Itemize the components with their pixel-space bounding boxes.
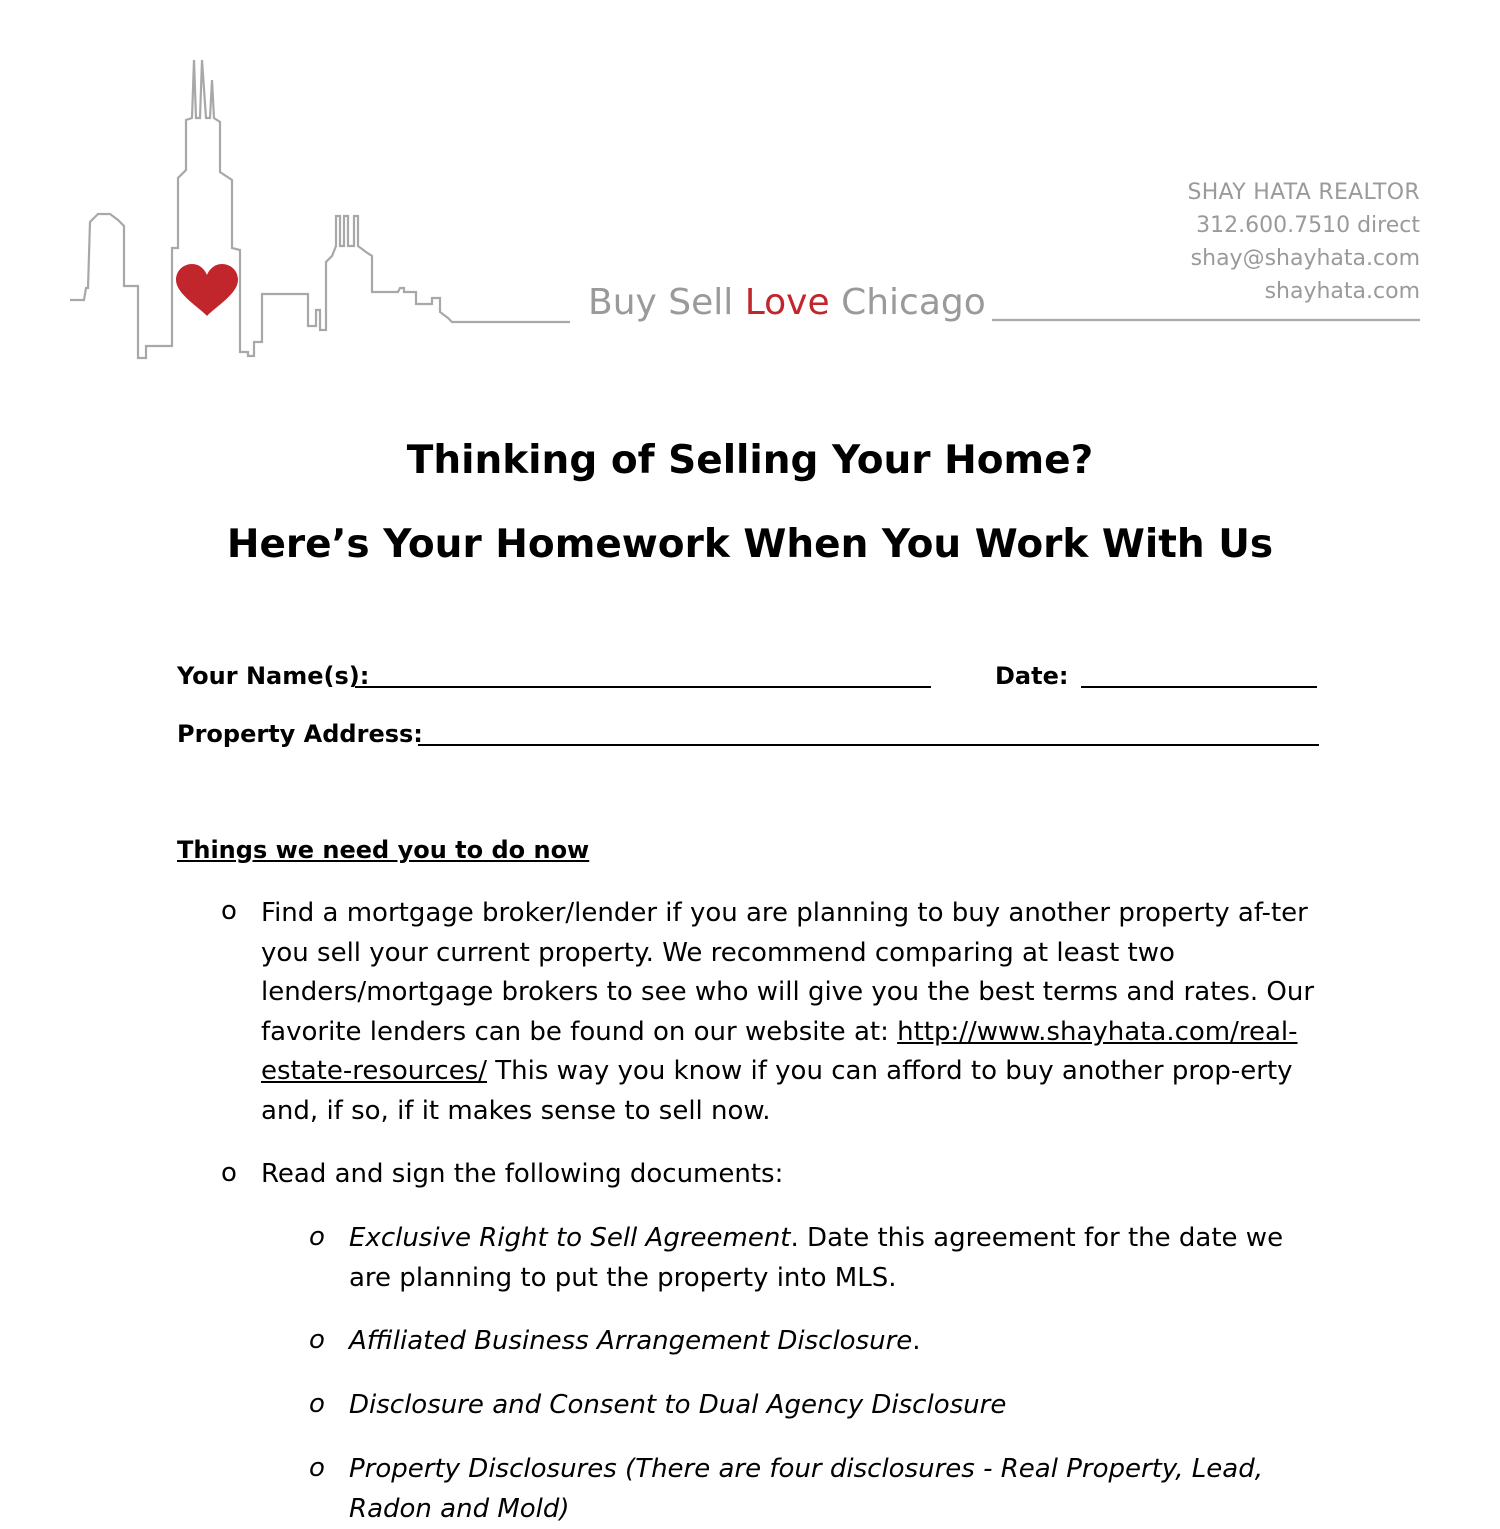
contact-name: SHAY HATA REALTOR bbox=[1187, 180, 1420, 205]
bullet: o bbox=[221, 896, 237, 926]
item-text-before-link: Find a mortgage broker/lender if you are planning to buy another property af-ter you sell your current property. We recommend comparing at least two lenders/mortgage brokers to see who will give you the best terms and rates. Our favorite lenders can be found on our website at: bbox=[261, 898, 1315, 1047]
tagline-love: Love bbox=[744, 282, 830, 323]
page-subtitle: Here’s Your Homework When You Work With Us bbox=[226, 522, 1274, 567]
sub-item-text: . Date this agreement for the date we are planning to put the property into MLS. bbox=[349, 1223, 1284, 1293]
sub-item-title: Exclusive Right to Sell Agreement bbox=[349, 1223, 791, 1253]
item-text-after-link: This way you know if you can afford to buy another prop-erty and, if so, if it makes sense to sell now. bbox=[261, 1056, 1293, 1126]
contact-block bbox=[1187, 176, 1420, 308]
date-field[interactable] bbox=[1081, 686, 1317, 688]
sub-bullet: o bbox=[309, 1453, 325, 1483]
tagline-city: Chicago bbox=[829, 282, 986, 323]
tagline bbox=[586, 282, 992, 323]
sub-bullet: o bbox=[309, 1389, 325, 1419]
sub-item-title: Property Disclosures (There are four disclosures - Real Property, Lead, Radon and Mold) bbox=[349, 1454, 1263, 1524]
sub-bullet: o bbox=[309, 1325, 325, 1355]
page-title: Thinking of Selling Your Home? bbox=[406, 438, 1094, 483]
sub-bullet: o bbox=[309, 1222, 325, 1252]
heart-icon bbox=[176, 264, 238, 316]
list-item bbox=[261, 894, 1319, 1131]
bullet: o bbox=[221, 1158, 237, 1188]
sub-list-item bbox=[349, 1219, 1324, 1298]
sub-list-item bbox=[349, 1450, 1324, 1529]
date-label: Date: bbox=[995, 662, 1069, 690]
sub-list-item bbox=[349, 1386, 1324, 1426]
contact-email: shay@shayhata.com bbox=[1190, 246, 1420, 271]
letterhead bbox=[0, 0, 1500, 380]
contact-phone: 312.600.7510 direct bbox=[1196, 213, 1420, 238]
sub-list-item bbox=[349, 1322, 1324, 1362]
tagline-buy-sell: Buy Sell bbox=[588, 282, 745, 323]
resources-link[interactable]: http://www.shayhata.com/real-estate-resources/ bbox=[261, 1016, 1298, 1086]
list-item: Read and sign the following documents: bbox=[261, 1159, 784, 1189]
sub-item-text: . bbox=[912, 1326, 921, 1356]
sub-item-title: Disclosure and Consent to Dual Agency Disclosure bbox=[349, 1390, 1007, 1420]
contact-website: shayhata.com bbox=[1264, 279, 1420, 304]
name-field[interactable] bbox=[355, 686, 931, 688]
address-label: Property Address: bbox=[177, 720, 423, 748]
name-label: Your Name(s): bbox=[177, 662, 370, 690]
section-heading: Things we need you to do now bbox=[177, 836, 590, 864]
sub-item-title: Affiliated Business Arrangement Disclosure bbox=[349, 1326, 913, 1356]
address-field[interactable] bbox=[418, 744, 1319, 746]
